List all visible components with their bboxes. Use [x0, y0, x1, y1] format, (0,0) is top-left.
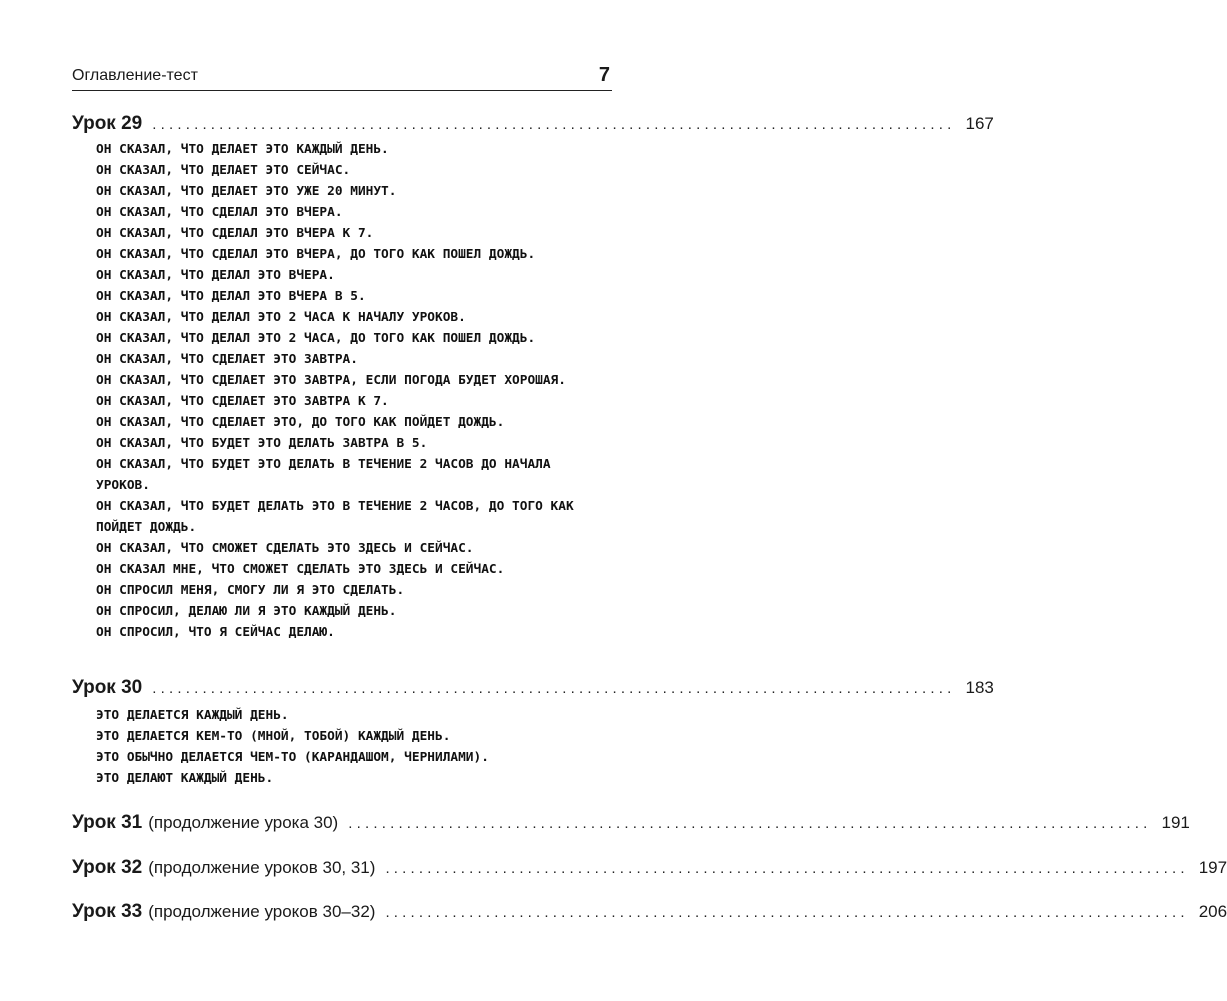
- list-item: ОН СКАЗАЛ, ЧТО СДЕЛАЛ ЭТО ВЧЕРА К 7.: [96, 226, 374, 241]
- list-item: ОН СКАЗАЛ, ЧТО ДЕЛАЕТ ЭТО УЖЕ 20 МИНУТ.: [96, 184, 397, 199]
- dot-leader: ................................................................................................: [348, 815, 1152, 832]
- list-item: ОН СКАЗАЛ, ЧТО ДЕЛАЛ ЭТО 2 ЧАСА К НАЧАЛУ УРОКОВ.: [96, 310, 466, 325]
- list-item: ОН СКАЗАЛ, ЧТО ДЕЛАЕТ ЭТО КАЖДЫЙ ДЕНЬ.: [96, 142, 389, 157]
- toc-entry-lesson-29[interactable]: [72, 113, 994, 135]
- lesson-subtitle: (продолжение урока 30): [148, 813, 339, 832]
- list-item: ОН СКАЗАЛ, ЧТО СДЕЛАЕТ ЭТО ЗАВТРА, ЕСЛИ ПОГОДА БУДЕТ ХОРОШАЯ.: [96, 373, 566, 388]
- lesson-30-items: [96, 705, 612, 789]
- list-item: ЭТО ДЕЛАЮТ КАЖДЫЙ ДЕНЬ.: [96, 771, 274, 786]
- list-item-continuation: УРОКОВ.: [96, 478, 150, 493]
- lesson-page-number: 191: [1161, 813, 1190, 832]
- dot-leader: ................................................................................................: [152, 116, 956, 133]
- lesson-page-number: 167: [965, 114, 994, 133]
- list-item: ЭТО ДЕЛАЕТСЯ КАЖДЫЙ ДЕНЬ.: [96, 708, 289, 723]
- list-item: ОН СКАЗАЛ, ЧТО СДЕЛАЛ ЭТО ВЧЕРА, ДО ТОГО КАК ПОШЕЛ ДОЖДЬ.: [96, 247, 536, 262]
- list-item: ОН СКАЗАЛ МНЕ, ЧТО СМОЖЕТ СДЕЛАТЬ ЭТО ЗДЕСЬ И СЕЙЧАС.: [96, 562, 505, 577]
- lesson-title: Урок 32: [72, 857, 143, 878]
- toc-entry-lesson-30[interactable]: [72, 677, 994, 699]
- lesson-page-number: 206: [1198, 902, 1227, 921]
- list-item-continuation: ПОЙДЕТ ДОЖДЬ.: [96, 520, 197, 535]
- list-item: ОН СКАЗАЛ, ЧТО БУДЕТ ЭТО ДЕЛАТЬ ЗАВТРА В 5.: [96, 436, 428, 451]
- list-item: ОН СПРОСИЛ, ЧТО Я СЕЙЧАС ДЕЛАЮ.: [96, 625, 335, 640]
- list-item: ОН СКАЗАЛ, ЧТО СДЕЛАЕТ ЭТО ЗАВТРА.: [96, 352, 358, 367]
- dot-leader: ................................................................................................: [152, 680, 956, 697]
- list-item: ОН СПРОСИЛ МЕНЯ, СМОГУ ЛИ Я ЭТО СДЕЛАТЬ.: [96, 583, 405, 598]
- list-item: ОН СКАЗАЛ, ЧТО СДЕЛАЛ ЭТО ВЧЕРА.: [96, 205, 343, 220]
- list-item: ОН СКАЗАЛ, ЧТО ДЕЛАЛ ЭТО ВЧЕРА.: [96, 268, 335, 283]
- list-item: ОН СКАЗАЛ, ЧТО БУДЕТ ЭТО ДЕЛАТЬ В ТЕЧЕНИЕ 2 ЧАСОВ ДО НАЧАЛА: [96, 457, 551, 472]
- lesson-title: Урок 29: [72, 113, 143, 134]
- toc-entry-lesson-31[interactable]: [72, 812, 1190, 834]
- list-item: ОН СКАЗАЛ, ЧТО ДЕЛАЕТ ЭТО СЕЙЧАС.: [96, 163, 351, 178]
- list-item: ЭТО ОБЫЧНО ДЕЛАЕТСЯ ЧЕМ-ТО (КАРАНДАШОМ, ЧЕРНИЛАМИ).: [96, 750, 489, 765]
- page-number: 7: [598, 64, 610, 86]
- list-item: ОН СКАЗАЛ, ЧТО СДЕЛАЕТ ЭТО ЗАВТРА К 7.: [96, 394, 389, 409]
- list-item: ОН СКАЗАЛ, ЧТО СМОЖЕТ СДЕЛАТЬ ЭТО ЗДЕСЬ И СЕЙЧАС.: [96, 541, 474, 556]
- lesson-title: Урок 33: [72, 901, 143, 922]
- list-item: ЭТО ДЕЛАЕТСЯ КЕМ-ТО (МНОЙ, ТОБОЙ) КАЖДЫЙ ДЕНЬ.: [96, 729, 451, 744]
- list-item: ОН СКАЗАЛ, ЧТО БУДЕТ ДЕЛАТЬ ЭТО В ТЕЧЕНИЕ 2 ЧАСОВ, ДО ТОГО КАК: [96, 499, 574, 514]
- lesson-title: Урок 31: [72, 812, 143, 833]
- toc-entry-lesson-32[interactable]: [72, 857, 1227, 879]
- lesson-subtitle: (продолжение уроков 30, 31): [148, 858, 376, 877]
- header-title: Оглавление-тест: [72, 67, 198, 84]
- toc-entry-lesson-33[interactable]: [72, 901, 1227, 923]
- lesson-title: Урок 30: [72, 677, 143, 698]
- lesson-page-number: 183: [965, 678, 994, 697]
- dot-leader: ................................................................................................: [385, 860, 1189, 877]
- lesson-29-items: [96, 139, 612, 643]
- dot-leader: ................................................................................................: [385, 904, 1189, 921]
- list-item: ОН СПРОСИЛ, ДЕЛАЮ ЛИ Я ЭТО КАЖДЫЙ ДЕНЬ.: [96, 604, 397, 619]
- list-item: ОН СКАЗАЛ, ЧТО СДЕЛАЕТ ЭТО, ДО ТОГО КАК ПОЙДЕТ ДОЖДЬ.: [96, 415, 505, 430]
- list-item: ОН СКАЗАЛ, ЧТО ДЕЛАЛ ЭТО 2 ЧАСА, ДО ТОГО КАК ПОШЕЛ ДОЖДЬ.: [96, 331, 536, 346]
- list-item: ОН СКАЗАЛ, ЧТО ДЕЛАЛ ЭТО ВЧЕРА В 5.: [96, 289, 366, 304]
- lesson-page-number: 197: [1198, 858, 1227, 877]
- running-header: [72, 64, 612, 91]
- lesson-subtitle: (продолжение уроков 30–32): [148, 902, 376, 921]
